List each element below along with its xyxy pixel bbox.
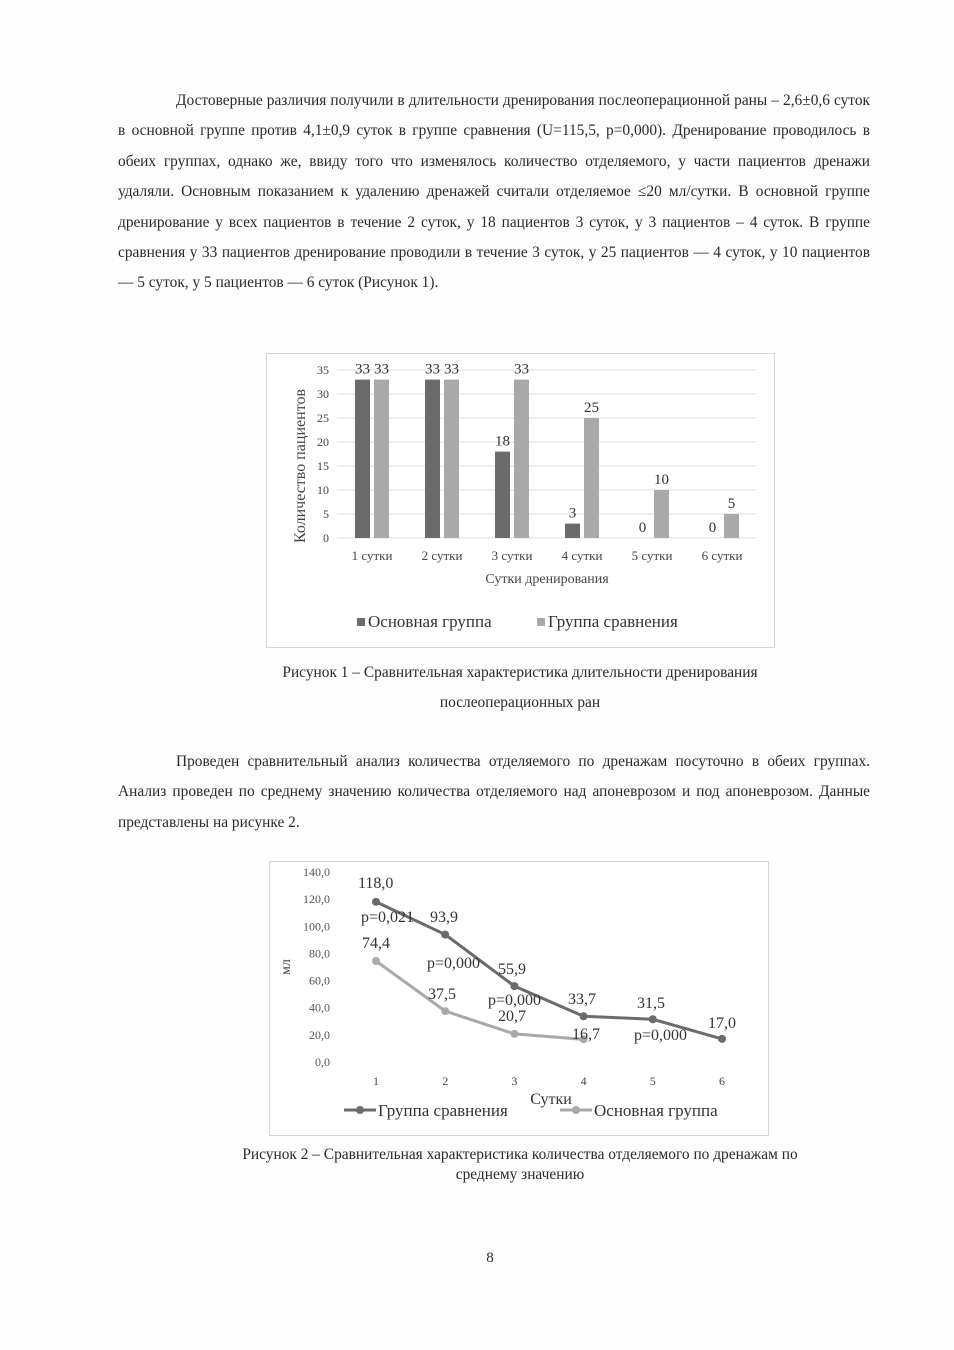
figure-1-caption	[160, 658, 880, 718]
x-axis-title: Сутки дренирования	[485, 572, 609, 587]
x-tick-label: 6	[719, 1074, 725, 1088]
legend-marker	[356, 1106, 364, 1114]
legend-label: Группа сравнения	[378, 1101, 508, 1120]
bar-comparison-group	[514, 380, 529, 538]
figure-2-frame	[269, 861, 769, 1136]
y-tick-label: 15	[317, 459, 329, 473]
y-axis-title: Количество пациентов	[292, 388, 309, 544]
p-value-annotation: p=0,000	[427, 955, 481, 972]
data-point	[510, 1030, 518, 1038]
bar-chart-drainage-days	[267, 354, 774, 647]
bar-data-label: 33	[355, 361, 370, 378]
bar-comparison-group	[584, 418, 599, 538]
page-number: 8	[486, 1250, 494, 1266]
bar-data-label: 0	[638, 520, 647, 536]
x-tick-label: 2 сутки	[421, 548, 463, 563]
legend-label: Группа сравнения	[548, 612, 678, 631]
x-tick-label: 6 сутки	[701, 548, 743, 563]
y-tick-label: 120,0	[303, 892, 330, 907]
y-tick-label: 20,0	[309, 1027, 330, 1042]
x-tick-label: 4 сутки	[561, 548, 603, 563]
bar-data-label: 3	[568, 505, 577, 522]
data-label: 17,0	[708, 1015, 736, 1032]
bar-data-label: 33	[425, 361, 440, 378]
x-tick-label: 4	[580, 1074, 587, 1088]
legend-swatch	[357, 618, 365, 626]
data-label: 16,7	[572, 1026, 600, 1043]
x-tick-label: 1	[373, 1074, 379, 1088]
y-tick-label: 25	[317, 411, 329, 425]
x-tick-label: 1 сутки	[351, 548, 393, 563]
y-tick-label: 35	[317, 363, 329, 377]
legend-marker	[572, 1106, 580, 1114]
y-tick-label: 140,0	[303, 865, 330, 879]
data-point	[372, 898, 380, 906]
data-label: 37,5	[428, 986, 456, 1003]
bar-data-label: 33	[444, 361, 459, 378]
data-label: 118,0	[358, 875, 394, 892]
paragraph-drainage-duration: Достоверные различия получили в длительности дренирования послеоперационной раны – 2,6±0,6 суток в основной группе против 4,1±0,9 суток в группе сравнения (U=115,5, p=0,000). Дренирование проводилось в обеих группах, однако же, ввиду того что изменялось количество отделяемого, у части пациентов дренажи удаляли. Основным показанием к удалению дренажей считали отделяемое ≤20 мл/сутки. В основной группе дренирование у всех пациентов в течение 2 суток, у 18 пациентов 3 суток, у 3 пациентов – 4 суток. В группе сравнения у 33 пациентов дренирование проводили в течение 3 суток, у 25 пациентов — 4 суток, у 10 пациентов — 5 суток, у 5 пациентов — 6 суток (Рисунок 1).	[118, 92, 870, 292]
y-tick-label: 10	[317, 483, 329, 497]
p-value-annotation: p=0,021	[361, 909, 415, 926]
x-tick-label: 5	[649, 1074, 656, 1088]
bar-comparison-group	[374, 380, 389, 538]
legend-label: Основная группа	[594, 1101, 718, 1120]
data-point	[718, 1035, 726, 1043]
data-label: 74,4	[362, 935, 390, 952]
p-value-annotation: p=0,000	[634, 1027, 688, 1044]
data-point	[510, 982, 518, 990]
legend-label: Основная группа	[368, 612, 492, 631]
legend-swatch	[537, 618, 545, 626]
data-point	[441, 931, 449, 939]
data-label: 55,9	[498, 961, 526, 978]
bar-data-label: 33	[514, 361, 529, 378]
bar-main-group	[425, 380, 440, 538]
y-tick-label: 0,0	[315, 1055, 330, 1069]
x-tick-label: 2	[442, 1074, 449, 1088]
y-tick-label: 60,0	[309, 973, 330, 988]
data-point	[580, 1012, 588, 1020]
data-label: 31,5	[637, 995, 665, 1012]
bar-main-group	[495, 452, 510, 538]
y-tick-label: 100,0	[303, 919, 330, 934]
p-value-annotation: p=0,000	[488, 992, 542, 1009]
bar-data-label: 18	[495, 433, 510, 450]
bar-data-label: 5	[727, 496, 736, 512]
bar-comparison-group	[724, 514, 739, 538]
figure-1-frame	[266, 353, 775, 648]
figure-2-caption-line-1: Рисунок 2 – Сравнительная характеристика количества отделяемого по дренажам по	[242, 1146, 798, 1163]
data-point	[372, 957, 380, 965]
bar-data-label: 0	[708, 520, 717, 536]
x-tick-label: 3 сутки	[491, 548, 533, 563]
y-tick-label: 5	[323, 507, 329, 521]
x-tick-label: 3	[511, 1074, 518, 1088]
y-tick-label: 20	[317, 435, 329, 449]
y-tick-label: 30	[317, 387, 329, 401]
data-point	[649, 1015, 657, 1023]
x-axis-title: Сутки	[530, 1091, 572, 1108]
figure-1-caption-line-2: послеоперационных ран	[439, 694, 601, 711]
paragraph-discharge-analysis: Проведен сравнительный анализ количества отделяемого по дренажам посуточно в обеих группах. Анализ проведен по среднему значению количества отделяемого над апоневрозом и под апоневрозом. Данные представлены на рисунке 2.	[118, 753, 870, 831]
bar-main-group	[565, 524, 580, 538]
bar-main-group	[355, 380, 370, 538]
y-tick-label: 0	[323, 531, 329, 545]
bar-data-label: 10	[654, 472, 669, 488]
bar-data-label: 25	[584, 400, 599, 416]
series-line-main-group	[376, 961, 584, 1039]
data-label: 93,9	[430, 909, 458, 926]
data-label: 33,7	[568, 991, 596, 1008]
y-axis-title: мл	[279, 959, 294, 975]
bar-comparison-group	[654, 490, 669, 538]
figure-2-caption	[150, 1145, 890, 1185]
figure-1-caption-line-1: Рисунок 1 – Сравнительная характеристика длительности дренирования	[282, 664, 758, 681]
bar-comparison-group	[444, 380, 459, 538]
data-point	[441, 1007, 449, 1015]
x-tick-label: 5 сутки	[631, 548, 673, 563]
line-chart-discharge-volume	[270, 862, 768, 1135]
figure-2-caption-line-2: среднему значению	[455, 1166, 585, 1183]
data-label: 20,7	[498, 1008, 526, 1025]
bar-data-label: 33	[374, 361, 389, 378]
y-tick-label: 80,0	[309, 946, 330, 961]
y-tick-label: 40,0	[309, 1000, 330, 1015]
